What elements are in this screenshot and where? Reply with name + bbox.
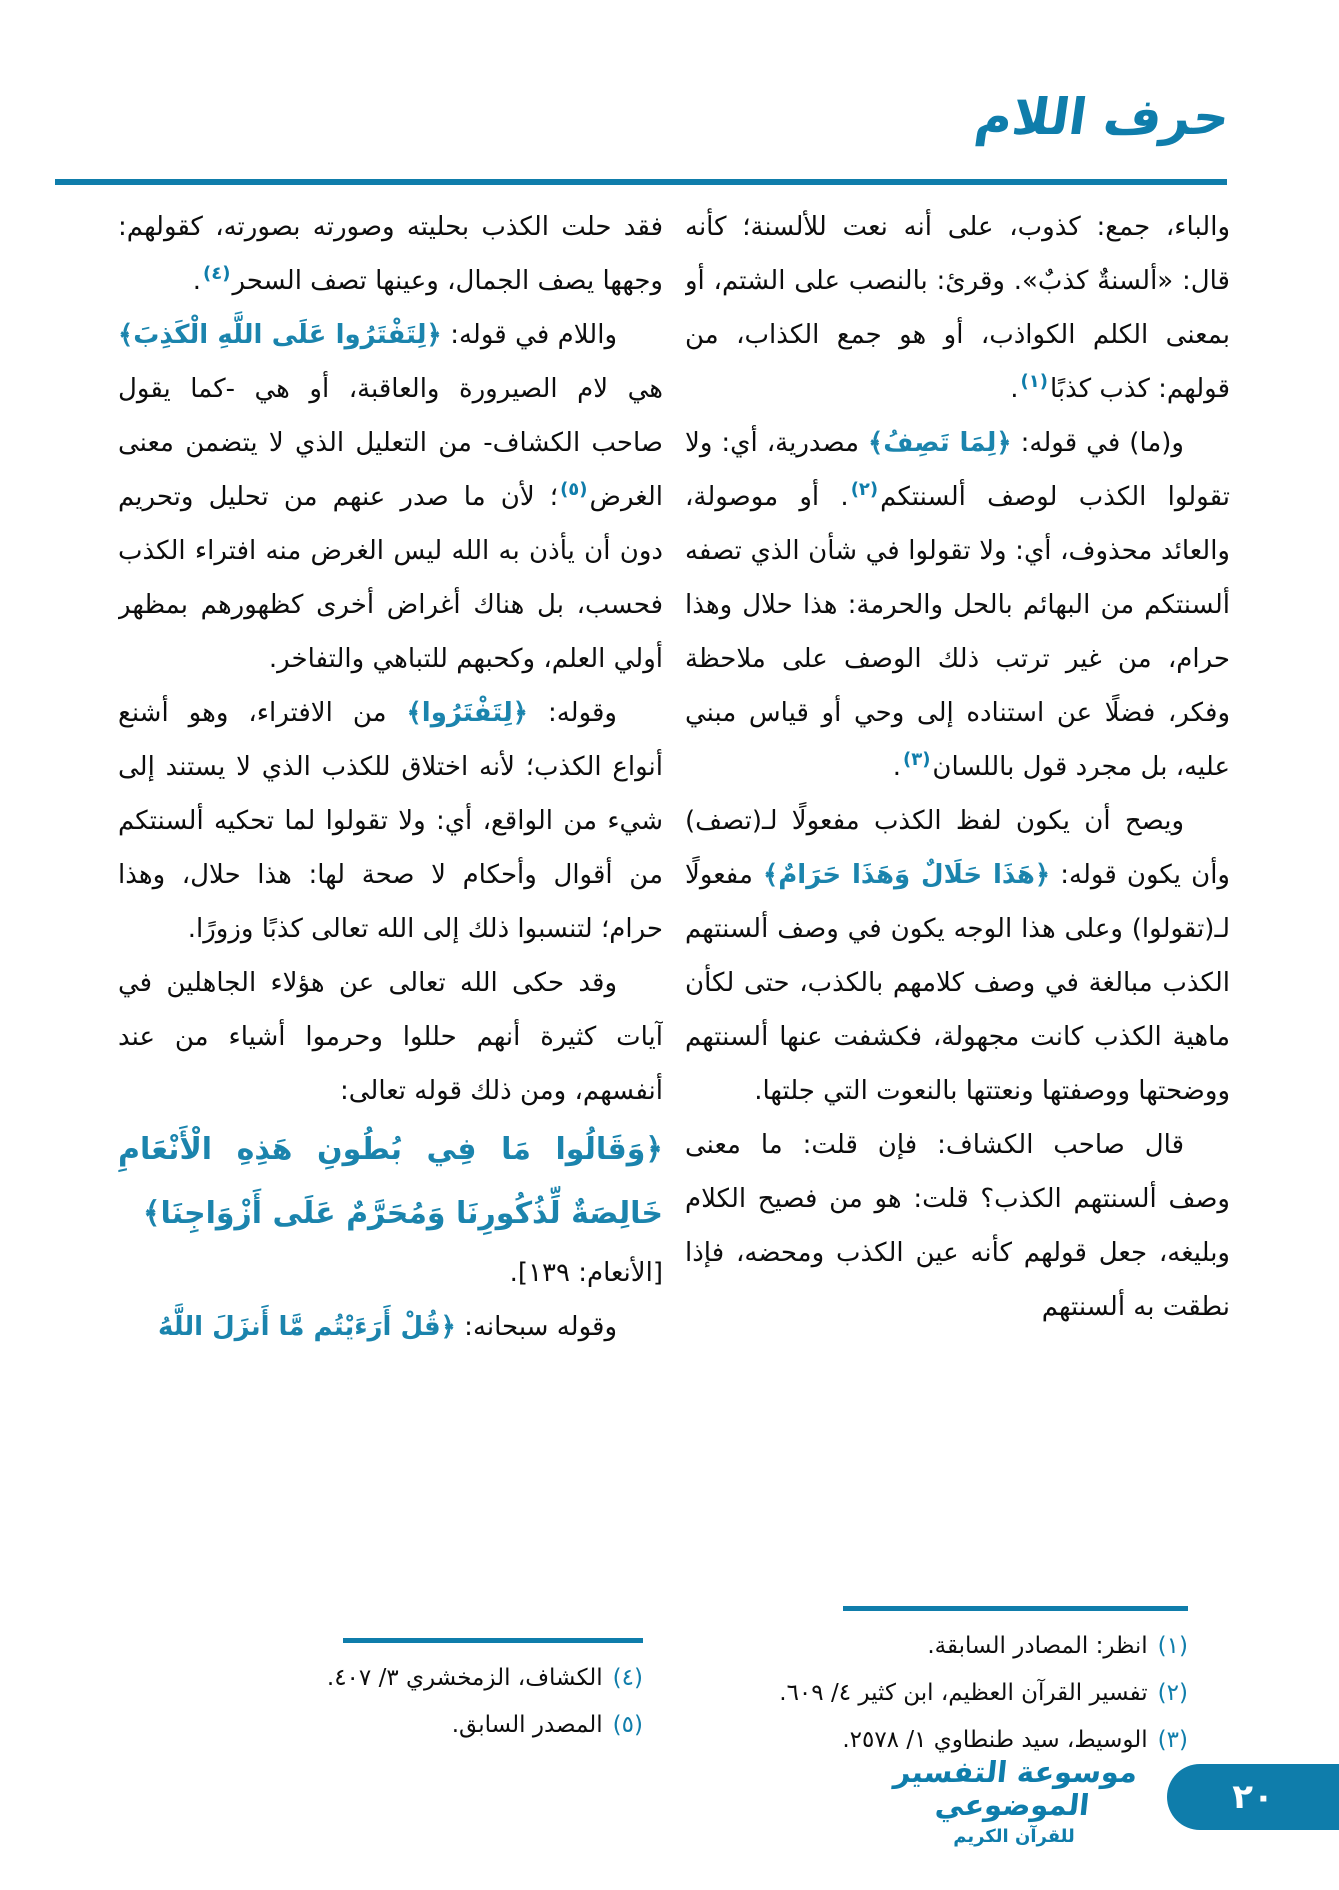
paragraph [118, 956, 663, 1300]
publisher-logo [889, 1756, 1139, 1847]
quran-quote: ﴿هَذَا حَلَالٌ وَهَذَا حَرَامٌ﴾ [763, 860, 1051, 890]
footnote-text: الكشاف، الزمخشري ٣/ ٤٠٧. [326, 1665, 603, 1691]
footnotes-left [118, 1638, 663, 1749]
body-text: والباء، جمع: كذوب، على أنه نعت للألسنة؛ كأنه قال: «ألسنةٌ كذبٌ». وقرئ: بالنصب على الشتم، أو بمعنى الكلم الكواذب، أو هو جمع الكذاب، من قولهم: كذب كذبًا [685, 212, 1230, 404]
footnote-item [685, 1623, 1230, 1670]
header-divider [55, 179, 1227, 185]
quran-quote: ﴿لِمَا تَصِفُ﴾ [868, 428, 1012, 458]
body-text: وقوله سبحانه: [455, 1312, 617, 1342]
footnote-number: (٢) [1157, 1680, 1188, 1706]
page-number: ٢٠ [1232, 1777, 1274, 1817]
body-text: ويصح أن يكون لفظ الكذب مفعولًا لـ(تصف) وأن يكون قوله: [685, 806, 1230, 890]
body-text: و(ما) في قوله: [1011, 428, 1184, 458]
footnote-separator [843, 1606, 1188, 1611]
page-number-badge [1167, 1764, 1339, 1830]
quran-verse-block: ﴿وَقَالُوا مَا فِي بُطُونِ هَذِهِ الْأَنْعَامِ خَالِصَةٌ لِّذُكُورِنَا وَمُحَرَّمٌ عَلَى أَزْوَاجِنَا﴾ [118, 1132, 663, 1231]
body-text: هي لام الصيرورة والعاقبة، أو هي -كما يقول صاحب الكشاف- من التعليل الذي لا يتضمن معنى الغرض [118, 374, 663, 512]
footnote-text: المصدر السابق. [451, 1712, 603, 1738]
body-text: . [892, 752, 901, 782]
footnote-ref: (٢) [850, 479, 879, 501]
footnote-ref: (٥) [560, 479, 588, 501]
body-text: . أو موصولة، والعائد محذوف، أي: ولا تقولوا في شأن الذي تصفه ألسنتكم من البهائم بالحل والحرمة: هذا حلال وهذا حرام، من غير ترتب ذلك الوصف على ملاحظة وفكر، فضلًا عن استناده إلى وحي أو قياس مبني عليه، بل مجرد قول باللسان [685, 482, 1230, 782]
footnote-number: (١) [1157, 1633, 1188, 1659]
footnote-ref: (٤) [202, 263, 231, 285]
footnotes-right [685, 1606, 1230, 1764]
paragraph [685, 416, 1230, 794]
footnote-text: تفسير القرآن العظيم، ابن كثير ٤/ ٦٠٩. [779, 1680, 1148, 1706]
footnote-number: (٥) [612, 1712, 643, 1738]
footnote-number: (٤) [612, 1665, 643, 1691]
quran-quote: ﴿قُلْ أَرَءَيْتُم مَّا أَنزَلَ اللَّهُ [157, 1312, 456, 1342]
paragraph [118, 308, 663, 686]
chapter-title: حرف اللام [971, 88, 1234, 146]
body-text: فقد حلت الكذب بحليته وصورته بصورته، كقولهم: وجهها يصف الجمال، وعينها تصف السحر [118, 212, 663, 296]
paragraph [118, 1300, 663, 1354]
body-text: مفعولًا لـ(تقولوا) وعلى هذا الوجه يكون في وصف ألسنتهم الكذب مبالغة في وصف كلامهم بالكذب، حتى لكأن ماهية الكذب كانت مجهولة، فكشفت عنها ألسنتهم ووضحتها ووصفتها ونعتتها بالنعوت التي جلتها. [685, 860, 1230, 1106]
footnote-text: الوسيط، سيد طنطاوي ١/ ٢٥٧٨. [842, 1727, 1148, 1753]
body-text: ؛ لأن ما صدر عنهم من تحليل وتحريم دون أن يأذن به الله ليس الغرض منه افتراء الكذب فحسب، بل هناك أغراض أخرى كظهورهم بمظهر أولي العلم، وكحبهم للتباهي والتفاخر. [118, 482, 663, 674]
footnote-item [118, 1655, 663, 1702]
verse-reference: [الأنعام: ١٣٩]. [509, 1258, 663, 1288]
quran-quote: ﴿لِتَفْتَرُوا عَلَى اللَّهِ الْكَذِبَ﴾ [118, 320, 442, 350]
footnote-number: (٣) [1157, 1727, 1188, 1753]
quran-quote: ﴿لِتَفْتَرُوا﴾ [406, 698, 528, 728]
column-left [118, 200, 663, 1636]
body-text: . [1010, 374, 1019, 404]
footnote-item [118, 1702, 663, 1749]
paragraph [685, 200, 1230, 416]
paragraph [118, 200, 663, 308]
body-text: مصدرية، أي: ولا تقولوا الكذب لوصف ألسنتكم [685, 428, 1230, 512]
logo-title: موسوعة التفسير الموضوعي [892, 1755, 1140, 1823]
body-text: قال صاحب الكشاف: فإن قلت: ما معنى وصف ألسنتهم الكذب؟ قلت: هو من فصيح الكلام وبليغه، جعل قولهم كأنه عين الكذب ومحضه، فإذا نطقت به ألسنتهم [685, 1130, 1230, 1322]
footnote-ref: (٣) [902, 749, 931, 771]
footnote-item [685, 1670, 1230, 1717]
paragraph [685, 1118, 1230, 1334]
body-text: من الافتراء، وهو أشنع أنواع الكذب؛ لأنه اختلاق للكذب الذي لا يستند إلى شيء من الواقع، أي: ولا تقولوا لما تحكيه ألسنتكم من أقوال وأحكام لا صحة لها: هذا حلال، وهذا حرام؛ لتنسبوا ذلك إلى الله تعالى كذبًا وزورًا. [118, 698, 663, 944]
paragraph [685, 794, 1230, 1118]
column-right [685, 200, 1230, 1604]
body-text: واللام في قوله: [441, 320, 617, 350]
paragraph [118, 686, 663, 956]
logo-subtitle: للقرآن الكريم [953, 1825, 1075, 1847]
body-text: . [192, 266, 201, 296]
footnote-text: انظر: المصادر السابقة. [927, 1633, 1148, 1659]
body-text: وقوله: [527, 698, 617, 728]
footnote-ref: (١) [1020, 371, 1048, 393]
body-text: وقد حكى الله تعالى عن هؤلاء الجاهلين في آيات كثيرة أنهم حللوا وحرموا أشياء من عند أنفسهم، ومن ذلك قوله تعالى: [118, 968, 663, 1106]
footnote-separator [343, 1638, 643, 1643]
